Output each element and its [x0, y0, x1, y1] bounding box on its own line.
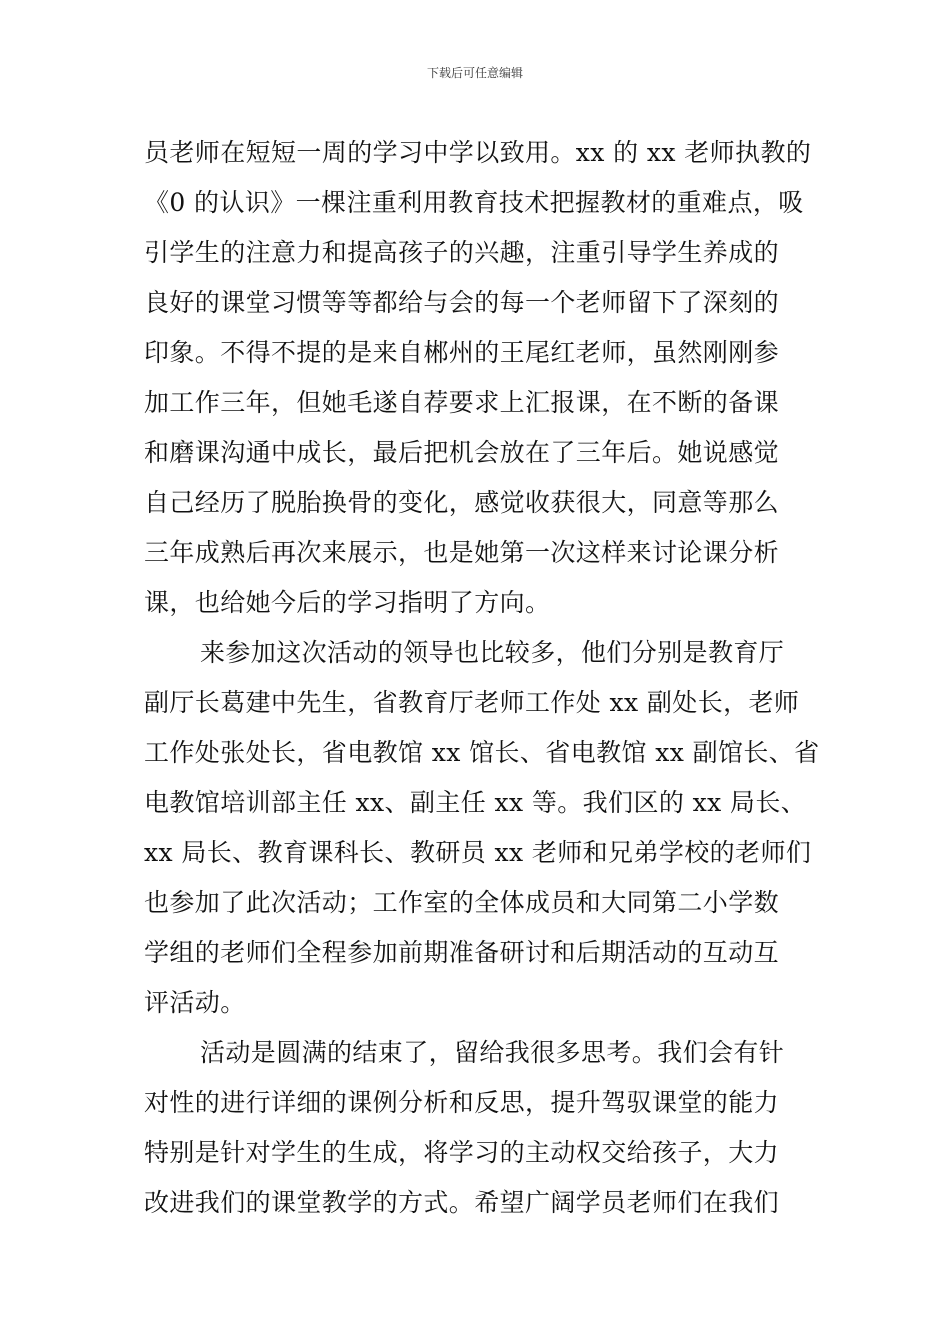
text-line: xx 局长、教育课科长、教研员 xx 老师和兄弟学校的老师们 — [144, 838, 812, 867]
text-line: 副厅长葛建中先生，省教育厅老师工作处 xx 副处长，老师 — [144, 688, 800, 717]
text-line: 印象。不得不提的是来自郴州的王尾红老师，虽然刚刚参 — [144, 338, 780, 367]
text-line: 和磨课沟通中成长，最后把机会放在了三年后。她说感觉 — [144, 438, 780, 467]
text-line: 自己经历了脱胎换骨的变化，感觉收获很大，同意等那么 — [144, 488, 780, 517]
text-line: 来参加这次活动的领导也比较多，他们分别是教育厅 — [200, 638, 785, 667]
text-line: 电教馆培训部主任 xx、副主任 xx 等。我们区的 xx 局长、 — [144, 788, 807, 817]
text-line: 活动是圆满的结束了，留给我很多思考。我们会有针 — [200, 1038, 785, 1067]
page-header: 下载后可任意编辑 — [426, 66, 523, 80]
text-line: 员老师在短短一周的学习中学以致用。xx 的 xx 老师执教的 — [144, 138, 812, 167]
text-line: 改进我们的课堂教学的方式。希望广阔学员老师们在我们 — [144, 1188, 780, 1217]
document-body — [144, 128, 834, 1228]
text-line: 《0 的认识》一棵注重利用教育技术把握教材的重难点，吸 — [144, 188, 804, 217]
text-line: 对性的进行详细的课例分析和反思，提升驾驭课堂的能力 — [144, 1088, 780, 1117]
text-line: 课，也给她今后的学习指明了方向。 — [144, 588, 551, 617]
text-line: 学组的老师们全程参加前期准备研讨和后期活动的互动互 — [144, 938, 780, 967]
paragraph-1 — [144, 128, 834, 628]
text-line: 三年成熟后再次来展示，也是她第一次这样来讨论课分析 — [144, 538, 780, 567]
text-line: 也参加了此次活动；工作室的全体成员和大同第二小学数 — [144, 888, 780, 917]
text-line: 特别是针对学生的生成，将学习的主动权交给孩子，大力 — [144, 1138, 780, 1167]
text-line: 评活动。 — [144, 988, 246, 1017]
text-line: 引学生的注意力和提高孩子的兴趣，注重引导学生养成的 — [144, 238, 780, 267]
text-line: 加工作三年，但她毛遂自荐要求上汇报课，在不断的备课 — [144, 388, 780, 417]
text-line: 良好的课堂习惯等等都给与会的每一个老师留下了深刻的 — [144, 288, 780, 317]
paragraph-2 — [144, 628, 834, 1028]
paragraph-3 — [144, 1028, 834, 1228]
text-line: 工作处张处长，省电教馆 xx 馆长、省电教馆 xx 副馆长、省 — [144, 738, 820, 767]
